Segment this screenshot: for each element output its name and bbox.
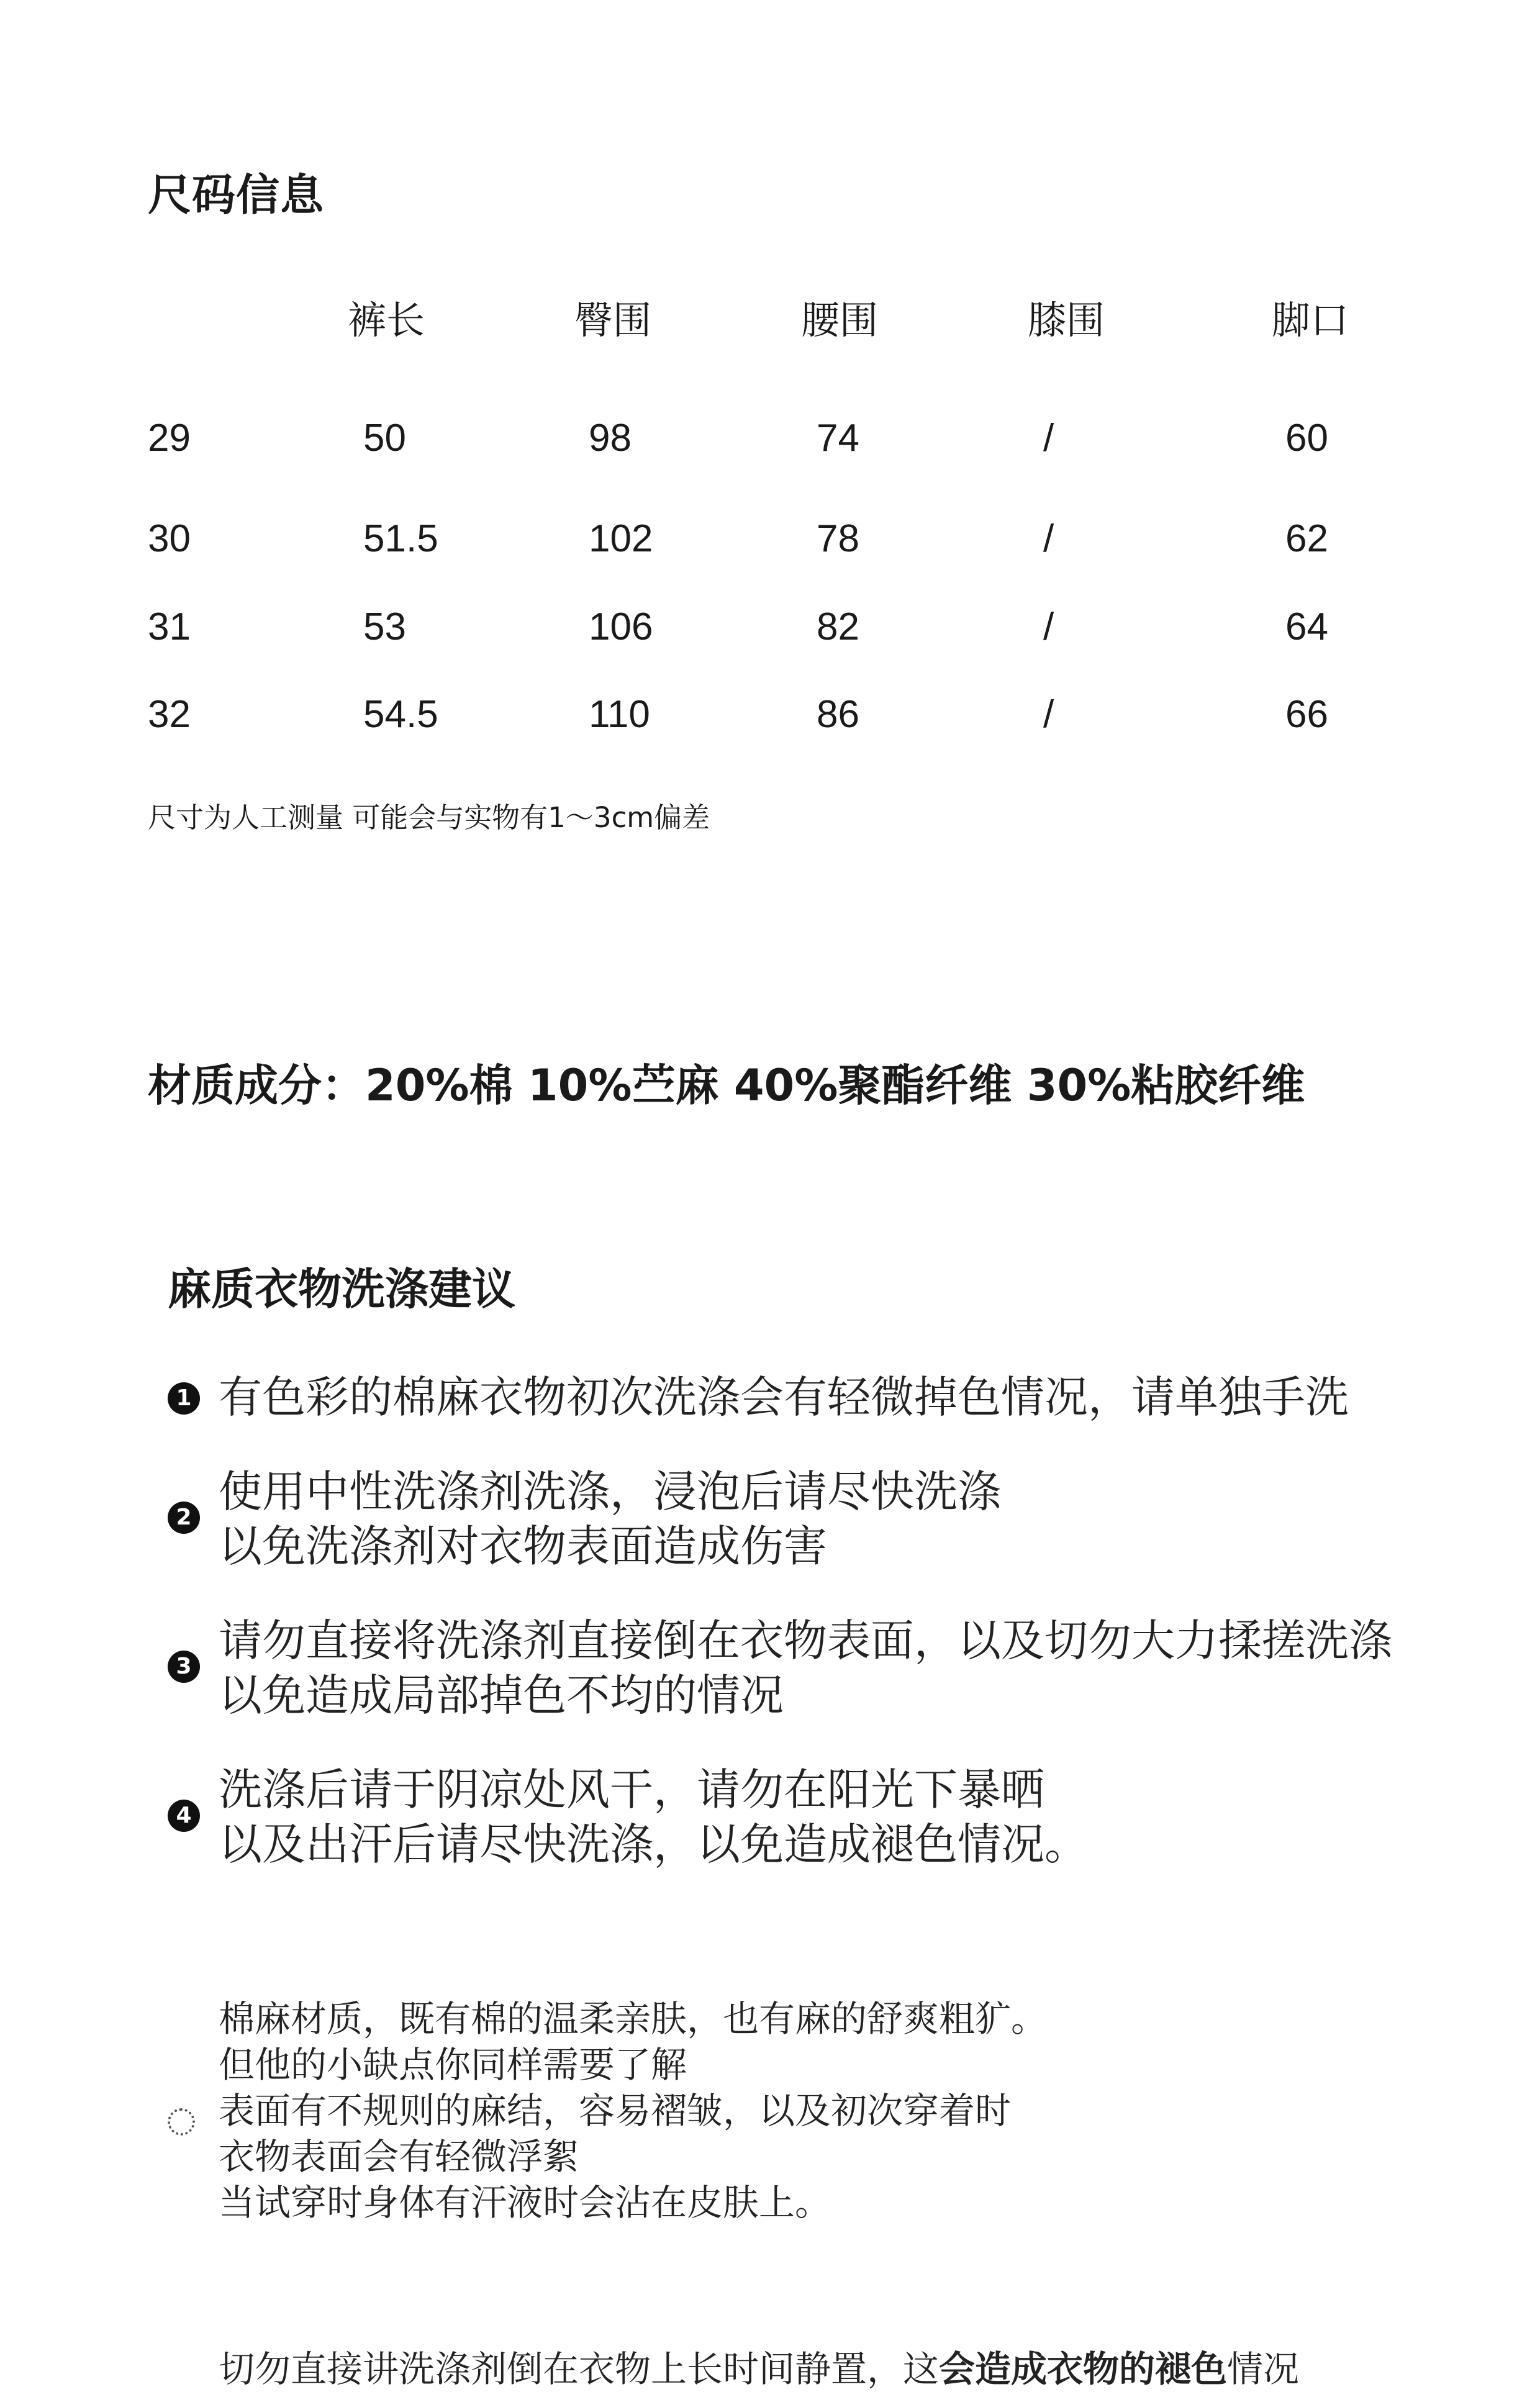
tip-line: 使用中性洗涤剂洗涤，浸泡后请尽快洗涤 [219,1466,1001,1517]
size-cell: 31 [148,605,191,648]
header-length: 裤长 [348,297,425,343]
header-waist: 腰围 [801,297,879,343]
tip-line: 以及出汗后请尽快洗涤，以免造成褪色情况。 [219,1819,1088,1870]
tip-line: 洗涤后请于阴凉处风干，请勿在阳光下暴晒 [219,1764,1044,1815]
paragraph-line: 当试穿时身体有汗液时会沾在皮肤上。 [219,2181,831,2224]
number-4-icon: 4 [168,1800,200,1832]
hip-cell: 106 [589,605,653,648]
hem-cell: 64 [1285,605,1328,648]
knee-cell: / [1043,693,1054,736]
paragraph-line: 棉麻材质，既有棉的温柔亲肤，也有麻的舒爽粗犷。 [219,1998,1048,2040]
size-cell: 29 [148,417,191,460]
care-section-title: 麻质衣物洗涤建议 [168,1264,515,1315]
paragraph-line: 表面有不规则的麻结，容易褶皱，以及初次穿着时 [219,2090,1012,2132]
bottom-warning [219,2340,1299,2392]
length-cell: 51.5 [363,517,438,560]
tip-line: 以免造成局部掉色不均的情况 [219,1670,784,1721]
size-cell: 30 [148,517,191,560]
header-knee: 膝围 [1028,297,1105,343]
material-composition: 材质成分：20%棉 10%苎麻 40%聚酯纤维 30%粘胶纤维 [148,1060,1305,1111]
tip-line: 以免洗涤剂对衣物表面造成伤害 [219,1521,827,1572]
bottom-warning-bold: 会造成衣物的褪色 [939,2348,1228,2390]
knee-cell: / [1043,417,1054,460]
dotted-circle-icon [168,2108,195,2136]
length-cell: 50 [363,417,406,460]
number-3-icon: 3 [168,1651,200,1683]
waist-cell: 86 [817,693,859,736]
waist-cell: 74 [817,417,859,460]
knee-cell: / [1043,517,1054,560]
hip-cell: 110 [589,693,650,736]
length-cell: 53 [363,605,406,648]
size-cell: 32 [148,693,191,736]
waist-cell: 82 [817,605,859,648]
header-hem: 脚口 [1272,297,1349,343]
measurement-note: 尺寸为人工测量 可能会与实物有1～3cm偏差 [148,801,710,834]
paragraph-line: 但他的小缺点你同样需要了解 [219,2044,687,2086]
knee-cell: / [1043,605,1054,648]
hip-cell: 102 [589,517,653,560]
hem-cell: 62 [1285,517,1328,560]
hem-cell: 60 [1285,417,1328,460]
size-section-title: 尺码信息 [148,170,324,220]
bottom-warning-end: 情况 [1227,2348,1300,2390]
number-2-icon: 2 [168,1502,200,1534]
hip-cell: 98 [589,417,632,460]
number-1-icon: 1 [168,1382,200,1415]
length-cell: 54.5 [363,693,438,736]
hem-cell: 66 [1285,693,1328,736]
bottom-warning-normal: 切勿直接讲洗涤剂倒在衣物上长时间静置，这 [219,2348,940,2390]
tip-line: 请勿直接将洗涤剂直接倒在衣物表面，以及切勿大力揉搓洗涤 [219,1615,1392,1666]
tip-line: 有色彩的棉麻衣物初次洗涤会有轻微掉色情况，请单独手洗 [219,1372,1349,1423]
waist-cell: 78 [817,517,859,560]
header-hip: 臀围 [574,297,652,343]
paragraph-line: 衣物表面会有轻微浮絮 [219,2136,579,2178]
